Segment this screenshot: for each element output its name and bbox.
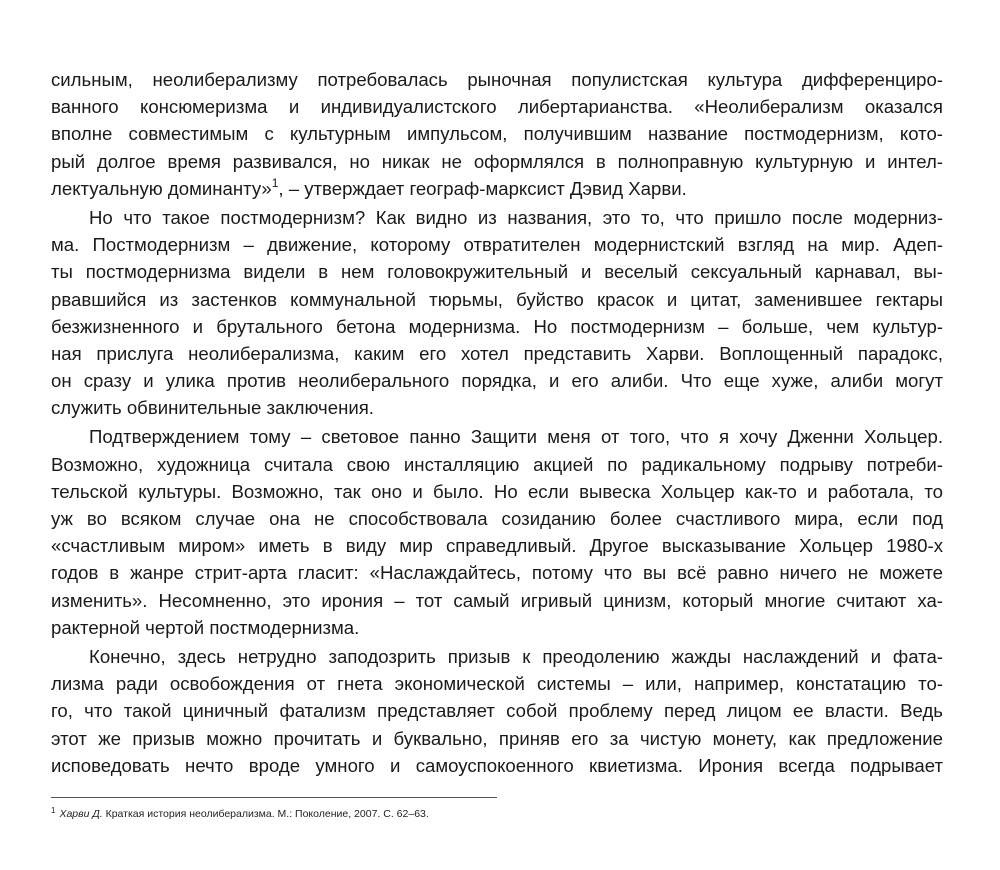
text-line <box>51 725 943 752</box>
text-line <box>51 340 943 367</box>
line-text-continued: , – утверждает географ-марксист Дэвид Харви. <box>278 177 687 199</box>
text-line <box>51 587 943 614</box>
footnote-number: 1 <box>51 806 56 815</box>
text-line <box>51 643 943 670</box>
footnote <box>51 806 429 820</box>
text-line <box>51 258 943 285</box>
line-text: исповедовать нечто вроде умного и самоуспокоенного квиетизма. Ирония всегда подрывает <box>51 754 943 776</box>
text-line <box>51 423 943 450</box>
text-line <box>51 559 943 586</box>
text-line <box>51 231 943 258</box>
text-line <box>51 752 943 779</box>
footnote-reference[interactable]: 1 <box>271 175 279 190</box>
line-text: Возможно, художница считала свою инсталляцию акцией по радикальному подрыву потреби- <box>51 453 943 475</box>
text-line <box>51 451 943 478</box>
line-text: ты постмодернизма видели в нем головокружительный и веселый сексуальный карнавал, вы- <box>51 261 943 283</box>
paragraph <box>51 204 943 422</box>
text-line <box>51 120 943 147</box>
text-line <box>51 313 943 340</box>
line-text: рвавшийся из застенков коммунальной тюрьмы, буйство красок и цитат, заменившее гектары <box>51 288 943 310</box>
paragraph <box>51 423 943 641</box>
line-text: рый долгое время развивался, но никак не оформлялся в полноправную культурную и интел- <box>51 150 943 172</box>
text-line <box>51 204 943 231</box>
line-text: годов в жанре стрит-арта гласит: «Наслаждайтесь, потому что вы всё равно ничего не можете <box>51 562 943 584</box>
line-text: этот же призыв можно прочитать и буквально, приняв его за чистую монету, как предложение <box>51 727 943 749</box>
text-line <box>51 505 943 532</box>
line-text: го, что такой циничный фатализм представляет собой проблему перед лицом ее власти. Ведь <box>51 700 943 722</box>
line-text: лизма ради освобождения от гнета экономической системы – или, например, констатацию то- <box>51 673 943 695</box>
line-text: «счастливым миром» иметь в виду мир справедливый. Другое высказывание Хольцер 1980-х <box>51 535 943 557</box>
text-line <box>51 66 943 93</box>
text-line <box>51 175 943 202</box>
line-text: Подтверждением тому – световое панно Защити меня от того, что я хочу Дженни Хольцер. <box>89 426 943 448</box>
line-text: уж во всяком случае она не способствовала созиданию более счастливого мира, если под <box>51 508 943 529</box>
line-text: изменить». Несомненно, это ирония – тот самый игривый цинизм, который многие считают ха- <box>51 589 943 611</box>
text-line <box>51 532 943 559</box>
text-line <box>51 670 943 697</box>
paragraph <box>51 66 943 202</box>
text-line <box>51 93 943 120</box>
text-line <box>51 367 943 394</box>
line-text: Конечно, здесь нетрудно заподозрить призыв к преодолению жажды наслаждений и фата- <box>89 645 943 667</box>
line-text: ма. Постмодернизм – движение, которому отвратителен модернистский взгляд на мир. Адеп- <box>51 234 943 256</box>
line-text: ная прислуга неолиберализма, каким его хотел представить Харви. Воплощенный парадокс, <box>51 342 943 364</box>
footnote-author: Харви Д. <box>59 808 103 820</box>
line-text: Но что такое постмодернизм? Как видно из названия, это то, что пришло после модерниз- <box>89 206 943 228</box>
text-line <box>51 478 943 505</box>
line-text: сильным, неолиберализму потребовалась рыночная популистская культура дифференциро- <box>51 69 943 90</box>
line-text: вполне совместимым с культурным импульсом, получившим название постмодернизм, кото- <box>51 123 943 145</box>
line-text: тельской культуры. Возможно, так оно и было. Но если вывеска Хольцер как-то и работала, то <box>51 480 943 502</box>
line-text: рактерной чертой постмодернизма. <box>51 616 360 638</box>
text-line <box>51 614 943 641</box>
paragraph <box>51 643 943 779</box>
line-text: он сразу и улика против неолиберального порядка, и его алиби. Что еще хуже, алиби могут <box>51 370 943 392</box>
text-line <box>51 286 943 313</box>
footnote-text: Краткая история неолиберализма. М.: Поколение, 2007. С. 62–63. <box>102 808 429 820</box>
line-text: безжизненного и брутального бетона модернизма. Но постмодернизм – больше, чем культур- <box>51 315 943 337</box>
footnote-separator <box>51 797 497 798</box>
line-text: служить обвинительные заключения. <box>51 397 374 419</box>
text-line <box>51 697 943 724</box>
line-text: ванного консюмеризма и индивидуалистского либертарианства. «Неолиберализм оказался <box>51 96 943 118</box>
text-line <box>51 148 943 175</box>
line-text: лектуальную доминанту» <box>51 177 272 199</box>
text-line <box>51 394 943 421</box>
document-body <box>51 66 943 779</box>
